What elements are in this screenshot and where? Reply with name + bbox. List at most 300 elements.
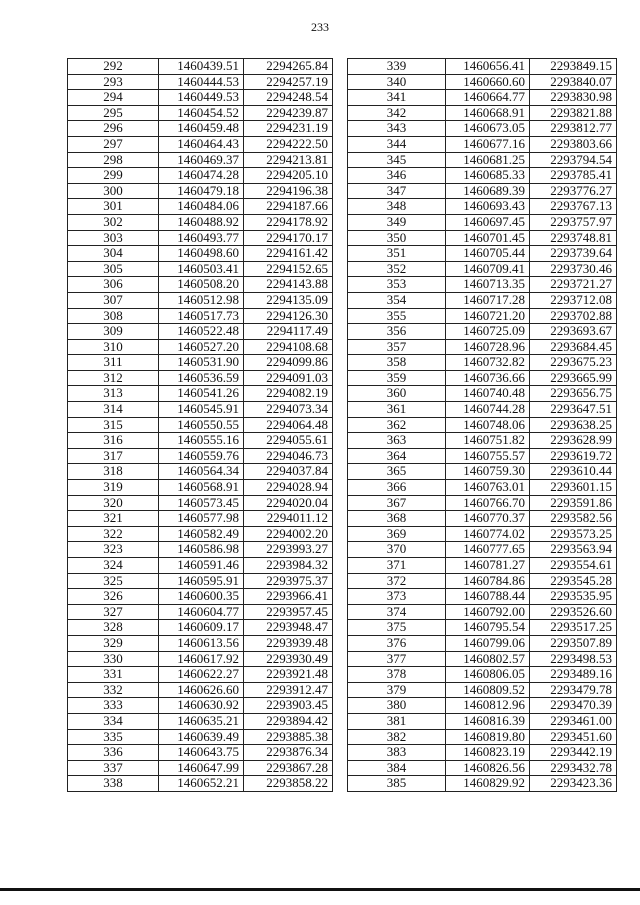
point-number-cell: 299 bbox=[68, 168, 159, 184]
y-coordinate-cell: 2294046.73 bbox=[244, 448, 333, 464]
y-coordinate-cell: 2293885.38 bbox=[244, 729, 333, 745]
x-coordinate-cell: 1460685.33 bbox=[446, 168, 530, 184]
table-row bbox=[68, 168, 333, 184]
x-coordinate-cell: 1460823.19 bbox=[446, 745, 530, 761]
x-coordinate-cell: 1460613.56 bbox=[159, 635, 244, 651]
point-number-cell: 318 bbox=[68, 464, 159, 480]
y-coordinate-cell: 2293610.44 bbox=[530, 464, 617, 480]
point-number-cell: 341 bbox=[348, 90, 446, 106]
y-coordinate-cell: 2294265.84 bbox=[244, 59, 333, 75]
table-row bbox=[348, 448, 617, 464]
y-coordinate-cell: 2293432.78 bbox=[530, 760, 617, 776]
y-coordinate-cell: 2293479.78 bbox=[530, 682, 617, 698]
table-row bbox=[348, 121, 617, 137]
table-row bbox=[348, 573, 617, 589]
x-coordinate-cell: 1460766.70 bbox=[446, 495, 530, 511]
y-coordinate-cell: 2294196.38 bbox=[244, 183, 333, 199]
y-coordinate-cell: 2294037.84 bbox=[244, 464, 333, 480]
table-row bbox=[68, 74, 333, 90]
table-row bbox=[68, 729, 333, 745]
y-coordinate-cell: 2293702.88 bbox=[530, 308, 617, 324]
x-coordinate-cell: 1460464.43 bbox=[159, 136, 244, 152]
x-coordinate-cell: 1460577.98 bbox=[159, 511, 244, 527]
x-coordinate-cell: 1460630.92 bbox=[159, 698, 244, 714]
y-coordinate-cell: 2293442.19 bbox=[530, 745, 617, 761]
table-row bbox=[68, 448, 333, 464]
table-row bbox=[348, 760, 617, 776]
y-coordinate-cell: 2293684.45 bbox=[530, 339, 617, 355]
point-number-cell: 364 bbox=[348, 448, 446, 464]
x-coordinate-cell: 1460531.90 bbox=[159, 355, 244, 371]
point-number-cell: 380 bbox=[348, 698, 446, 714]
y-coordinate-cell: 2293665.99 bbox=[530, 370, 617, 386]
table-row bbox=[348, 745, 617, 761]
point-number-cell: 295 bbox=[68, 105, 159, 121]
y-coordinate-cell: 2293858.22 bbox=[244, 776, 333, 792]
x-coordinate-cell: 1460643.75 bbox=[159, 745, 244, 761]
point-number-cell: 293 bbox=[68, 74, 159, 90]
y-coordinate-cell: 2293776.27 bbox=[530, 183, 617, 199]
y-coordinate-cell: 2293921.48 bbox=[244, 667, 333, 683]
x-coordinate-cell: 1460488.92 bbox=[159, 214, 244, 230]
point-number-cell: 312 bbox=[68, 370, 159, 386]
point-number-cell: 323 bbox=[68, 542, 159, 558]
point-number-cell: 340 bbox=[348, 74, 446, 90]
x-coordinate-cell: 1460660.60 bbox=[446, 74, 530, 90]
y-coordinate-cell: 2293721.27 bbox=[530, 277, 617, 293]
table-row bbox=[68, 682, 333, 698]
y-coordinate-cell: 2293451.60 bbox=[530, 729, 617, 745]
y-coordinate-cell: 2293894.42 bbox=[244, 713, 333, 729]
y-coordinate-cell: 2293573.25 bbox=[530, 526, 617, 542]
y-coordinate-cell: 2293767.13 bbox=[530, 199, 617, 215]
point-number-cell: 346 bbox=[348, 168, 446, 184]
y-coordinate-cell: 2293526.60 bbox=[530, 604, 617, 620]
y-coordinate-cell: 2294257.19 bbox=[244, 74, 333, 90]
y-coordinate-cell: 2293993.27 bbox=[244, 542, 333, 558]
y-coordinate-cell: 2293628.99 bbox=[530, 433, 617, 449]
y-coordinate-cell: 2293930.49 bbox=[244, 651, 333, 667]
y-coordinate-cell: 2294143.88 bbox=[244, 277, 333, 293]
x-coordinate-cell: 1460522.48 bbox=[159, 324, 244, 340]
y-coordinate-cell: 2293794.54 bbox=[530, 152, 617, 168]
x-coordinate-cell: 1460609.17 bbox=[159, 620, 244, 636]
y-coordinate-cell: 2293803.66 bbox=[530, 136, 617, 152]
point-number-cell: 347 bbox=[348, 183, 446, 199]
point-number-cell: 385 bbox=[348, 776, 446, 792]
point-number-cell: 339 bbox=[348, 59, 446, 75]
y-coordinate-cell: 2294170.17 bbox=[244, 230, 333, 246]
table-row bbox=[348, 620, 617, 636]
y-coordinate-cell: 2293545.28 bbox=[530, 573, 617, 589]
table-row bbox=[348, 355, 617, 371]
point-number-cell: 333 bbox=[68, 698, 159, 714]
y-coordinate-cell: 2293867.28 bbox=[244, 760, 333, 776]
table-row bbox=[348, 74, 617, 90]
point-number-cell: 365 bbox=[348, 464, 446, 480]
table-row bbox=[348, 589, 617, 605]
table-row bbox=[348, 152, 617, 168]
table-row bbox=[68, 292, 333, 308]
table-row bbox=[68, 480, 333, 496]
table-row bbox=[348, 511, 617, 527]
x-coordinate-cell: 1460647.99 bbox=[159, 760, 244, 776]
y-coordinate-cell: 2294152.65 bbox=[244, 261, 333, 277]
point-number-cell: 369 bbox=[348, 526, 446, 542]
table-row bbox=[348, 635, 617, 651]
x-coordinate-cell: 1460454.52 bbox=[159, 105, 244, 121]
point-number-cell: 327 bbox=[68, 604, 159, 620]
point-number-cell: 328 bbox=[68, 620, 159, 636]
x-coordinate-cell: 1460759.30 bbox=[446, 464, 530, 480]
y-coordinate-cell: 2294091.03 bbox=[244, 370, 333, 386]
table-row bbox=[348, 667, 617, 683]
point-number-cell: 354 bbox=[348, 292, 446, 308]
table-row bbox=[348, 402, 617, 418]
x-coordinate-cell: 1460545.91 bbox=[159, 402, 244, 418]
y-coordinate-cell: 2293849.15 bbox=[530, 59, 617, 75]
point-number-cell: 359 bbox=[348, 370, 446, 386]
y-coordinate-cell: 2294082.19 bbox=[244, 386, 333, 402]
y-coordinate-cell: 2294161.42 bbox=[244, 246, 333, 262]
x-coordinate-cell: 1460795.54 bbox=[446, 620, 530, 636]
y-coordinate-cell: 2293984.32 bbox=[244, 558, 333, 574]
x-coordinate-cell: 1460617.92 bbox=[159, 651, 244, 667]
y-coordinate-cell: 2293582.56 bbox=[530, 511, 617, 527]
table-row bbox=[68, 698, 333, 714]
table-row bbox=[348, 308, 617, 324]
y-coordinate-cell: 2293757.97 bbox=[530, 214, 617, 230]
y-coordinate-cell: 2293470.39 bbox=[530, 698, 617, 714]
x-coordinate-cell: 1460763.01 bbox=[446, 480, 530, 496]
x-coordinate-cell: 1460600.35 bbox=[159, 589, 244, 605]
point-number-cell: 370 bbox=[348, 542, 446, 558]
point-number-cell: 343 bbox=[348, 121, 446, 137]
point-number-cell: 305 bbox=[68, 261, 159, 277]
point-number-cell: 301 bbox=[68, 199, 159, 215]
point-number-cell: 377 bbox=[348, 651, 446, 667]
table-row bbox=[68, 417, 333, 433]
table-row bbox=[348, 542, 617, 558]
y-coordinate-cell: 2293591.86 bbox=[530, 495, 617, 511]
point-number-cell: 337 bbox=[68, 760, 159, 776]
table-row bbox=[68, 152, 333, 168]
table-row bbox=[348, 105, 617, 121]
table-row bbox=[68, 651, 333, 667]
point-number-cell: 330 bbox=[68, 651, 159, 667]
table-row bbox=[68, 464, 333, 480]
x-coordinate-cell: 1460717.28 bbox=[446, 292, 530, 308]
point-number-cell: 381 bbox=[348, 713, 446, 729]
point-number-cell: 373 bbox=[348, 589, 446, 605]
point-number-cell: 374 bbox=[348, 604, 446, 620]
y-coordinate-cell: 2293638.25 bbox=[530, 417, 617, 433]
point-number-cell: 325 bbox=[68, 573, 159, 589]
table-row bbox=[348, 464, 617, 480]
x-coordinate-cell: 1460595.91 bbox=[159, 573, 244, 589]
y-coordinate-cell: 2293423.36 bbox=[530, 776, 617, 792]
x-coordinate-cell: 1460802.57 bbox=[446, 651, 530, 667]
table-row bbox=[68, 261, 333, 277]
table-row bbox=[348, 339, 617, 355]
x-coordinate-cell: 1460799.06 bbox=[446, 635, 530, 651]
x-coordinate-cell: 1460744.28 bbox=[446, 402, 530, 418]
table-row bbox=[348, 526, 617, 542]
point-number-cell: 292 bbox=[68, 59, 159, 75]
y-coordinate-cell: 2293948.47 bbox=[244, 620, 333, 636]
point-number-cell: 366 bbox=[348, 480, 446, 496]
x-coordinate-cell: 1460732.82 bbox=[446, 355, 530, 371]
x-coordinate-cell: 1460444.53 bbox=[159, 74, 244, 90]
table-row bbox=[348, 59, 617, 75]
table-row bbox=[68, 355, 333, 371]
table-row bbox=[68, 121, 333, 137]
y-coordinate-cell: 2293957.45 bbox=[244, 604, 333, 620]
table-row bbox=[68, 495, 333, 511]
x-coordinate-cell: 1460639.49 bbox=[159, 729, 244, 745]
table-row bbox=[68, 745, 333, 761]
x-coordinate-cell: 1460725.09 bbox=[446, 324, 530, 340]
y-coordinate-cell: 2293730.46 bbox=[530, 261, 617, 277]
x-coordinate-cell: 1460555.16 bbox=[159, 433, 244, 449]
table-row bbox=[68, 183, 333, 199]
point-number-cell: 332 bbox=[68, 682, 159, 698]
table-row bbox=[68, 589, 333, 605]
point-number-cell: 375 bbox=[348, 620, 446, 636]
x-coordinate-cell: 1460652.21 bbox=[159, 776, 244, 792]
y-coordinate-cell: 2294099.86 bbox=[244, 355, 333, 371]
table-row bbox=[348, 604, 617, 620]
point-number-cell: 314 bbox=[68, 402, 159, 418]
table-row bbox=[68, 667, 333, 683]
point-number-cell: 360 bbox=[348, 386, 446, 402]
point-number-cell: 383 bbox=[348, 745, 446, 761]
point-number-cell: 361 bbox=[348, 402, 446, 418]
point-number-cell: 321 bbox=[68, 511, 159, 527]
x-coordinate-cell: 1460512.98 bbox=[159, 292, 244, 308]
point-number-cell: 307 bbox=[68, 292, 159, 308]
point-number-cell: 363 bbox=[348, 433, 446, 449]
x-coordinate-cell: 1460809.52 bbox=[446, 682, 530, 698]
table-row bbox=[68, 511, 333, 527]
point-number-cell: 338 bbox=[68, 776, 159, 792]
point-number-cell: 304 bbox=[68, 246, 159, 262]
table-row bbox=[68, 542, 333, 558]
point-number-cell: 317 bbox=[68, 448, 159, 464]
y-coordinate-cell: 2294231.19 bbox=[244, 121, 333, 137]
table-row bbox=[348, 136, 617, 152]
y-coordinate-cell: 2294178.92 bbox=[244, 214, 333, 230]
table-row bbox=[68, 402, 333, 418]
coordinate-table-left bbox=[67, 58, 333, 792]
y-coordinate-cell: 2294108.68 bbox=[244, 339, 333, 355]
point-number-cell: 320 bbox=[68, 495, 159, 511]
table-row bbox=[68, 339, 333, 355]
y-coordinate-cell: 2293912.47 bbox=[244, 682, 333, 698]
table-row bbox=[68, 324, 333, 340]
x-coordinate-cell: 1460709.41 bbox=[446, 261, 530, 277]
x-coordinate-cell: 1460479.18 bbox=[159, 183, 244, 199]
x-coordinate-cell: 1460681.25 bbox=[446, 152, 530, 168]
x-coordinate-cell: 1460816.39 bbox=[446, 713, 530, 729]
table-row bbox=[68, 199, 333, 215]
y-coordinate-cell: 2293489.16 bbox=[530, 667, 617, 683]
point-number-cell: 302 bbox=[68, 214, 159, 230]
table-row bbox=[348, 729, 617, 745]
x-coordinate-cell: 1460664.77 bbox=[446, 90, 530, 106]
y-coordinate-cell: 2294002.20 bbox=[244, 526, 333, 542]
y-coordinate-cell: 2294028.94 bbox=[244, 480, 333, 496]
x-coordinate-cell: 1460713.35 bbox=[446, 277, 530, 293]
y-coordinate-cell: 2294248.54 bbox=[244, 90, 333, 106]
x-coordinate-cell: 1460774.02 bbox=[446, 526, 530, 542]
x-coordinate-cell: 1460784.86 bbox=[446, 573, 530, 589]
table-row bbox=[68, 760, 333, 776]
y-coordinate-cell: 2293535.95 bbox=[530, 589, 617, 605]
point-number-cell: 358 bbox=[348, 355, 446, 371]
x-coordinate-cell: 1460573.45 bbox=[159, 495, 244, 511]
x-coordinate-cell: 1460751.82 bbox=[446, 433, 530, 449]
table-row bbox=[68, 105, 333, 121]
x-coordinate-cell: 1460705.44 bbox=[446, 246, 530, 262]
point-number-cell: 297 bbox=[68, 136, 159, 152]
table-row bbox=[68, 713, 333, 729]
y-coordinate-cell: 2293903.45 bbox=[244, 698, 333, 714]
point-number-cell: 371 bbox=[348, 558, 446, 574]
y-coordinate-cell: 2293461.00 bbox=[530, 713, 617, 729]
x-coordinate-cell: 1460503.41 bbox=[159, 261, 244, 277]
table-row bbox=[348, 682, 617, 698]
point-number-cell: 308 bbox=[68, 308, 159, 324]
table-row bbox=[68, 230, 333, 246]
y-coordinate-cell: 2293739.64 bbox=[530, 246, 617, 262]
table-row bbox=[68, 277, 333, 293]
x-coordinate-cell: 1460777.65 bbox=[446, 542, 530, 558]
table-row bbox=[348, 324, 617, 340]
x-coordinate-cell: 1460586.98 bbox=[159, 542, 244, 558]
table-row bbox=[68, 214, 333, 230]
x-coordinate-cell: 1460770.37 bbox=[446, 511, 530, 527]
point-number-cell: 326 bbox=[68, 589, 159, 605]
y-coordinate-cell: 2294222.50 bbox=[244, 136, 333, 152]
table-row bbox=[68, 136, 333, 152]
point-number-cell: 382 bbox=[348, 729, 446, 745]
y-coordinate-cell: 2293939.48 bbox=[244, 635, 333, 651]
y-coordinate-cell: 2294064.48 bbox=[244, 417, 333, 433]
table-row bbox=[348, 370, 617, 386]
table-row bbox=[348, 713, 617, 729]
x-coordinate-cell: 1460564.34 bbox=[159, 464, 244, 480]
table-row bbox=[348, 386, 617, 402]
x-coordinate-cell: 1460469.37 bbox=[159, 152, 244, 168]
y-coordinate-cell: 2294073.34 bbox=[244, 402, 333, 418]
x-coordinate-cell: 1460721.20 bbox=[446, 308, 530, 324]
bottom-rule bbox=[0, 888, 640, 891]
x-coordinate-cell: 1460677.16 bbox=[446, 136, 530, 152]
table-row bbox=[348, 558, 617, 574]
x-coordinate-cell: 1460474.28 bbox=[159, 168, 244, 184]
table-row bbox=[68, 776, 333, 792]
point-number-cell: 336 bbox=[68, 745, 159, 761]
table-row bbox=[68, 370, 333, 386]
point-number-cell: 378 bbox=[348, 667, 446, 683]
point-number-cell: 310 bbox=[68, 339, 159, 355]
y-coordinate-cell: 2293812.77 bbox=[530, 121, 617, 137]
table-row bbox=[68, 526, 333, 542]
x-coordinate-cell: 1460812.96 bbox=[446, 698, 530, 714]
table-row bbox=[348, 183, 617, 199]
x-coordinate-cell: 1460781.27 bbox=[446, 558, 530, 574]
point-number-cell: 344 bbox=[348, 136, 446, 152]
x-coordinate-cell: 1460626.60 bbox=[159, 682, 244, 698]
y-coordinate-cell: 2294126.30 bbox=[244, 308, 333, 324]
x-coordinate-cell: 1460550.55 bbox=[159, 417, 244, 433]
y-coordinate-cell: 2293821.88 bbox=[530, 105, 617, 121]
table-row bbox=[348, 698, 617, 714]
table-row bbox=[68, 620, 333, 636]
x-coordinate-cell: 1460484.06 bbox=[159, 199, 244, 215]
x-coordinate-cell: 1460459.48 bbox=[159, 121, 244, 137]
y-coordinate-cell: 2293601.15 bbox=[530, 480, 617, 496]
x-coordinate-cell: 1460622.27 bbox=[159, 667, 244, 683]
point-number-cell: 300 bbox=[68, 183, 159, 199]
table-row bbox=[348, 168, 617, 184]
y-coordinate-cell: 2293656.75 bbox=[530, 386, 617, 402]
x-coordinate-cell: 1460701.45 bbox=[446, 230, 530, 246]
y-coordinate-cell: 2294055.61 bbox=[244, 433, 333, 449]
y-coordinate-cell: 2294213.81 bbox=[244, 152, 333, 168]
x-coordinate-cell: 1460508.20 bbox=[159, 277, 244, 293]
point-number-cell: 298 bbox=[68, 152, 159, 168]
x-coordinate-cell: 1460748.06 bbox=[446, 417, 530, 433]
y-coordinate-cell: 2294117.49 bbox=[244, 324, 333, 340]
point-number-cell: 367 bbox=[348, 495, 446, 511]
x-coordinate-cell: 1460826.56 bbox=[446, 760, 530, 776]
x-coordinate-cell: 1460517.73 bbox=[159, 308, 244, 324]
x-coordinate-cell: 1460673.05 bbox=[446, 121, 530, 137]
table-row bbox=[68, 433, 333, 449]
point-number-cell: 319 bbox=[68, 480, 159, 496]
point-number-cell: 379 bbox=[348, 682, 446, 698]
point-number-cell: 351 bbox=[348, 246, 446, 262]
x-coordinate-cell: 1460792.00 bbox=[446, 604, 530, 620]
y-coordinate-cell: 2293840.07 bbox=[530, 74, 617, 90]
x-coordinate-cell: 1460527.20 bbox=[159, 339, 244, 355]
table-row bbox=[68, 386, 333, 402]
point-number-cell: 384 bbox=[348, 760, 446, 776]
table-row bbox=[348, 433, 617, 449]
point-number-cell: 324 bbox=[68, 558, 159, 574]
point-number-cell: 294 bbox=[68, 90, 159, 106]
x-coordinate-cell: 1460829.92 bbox=[446, 776, 530, 792]
point-number-cell: 303 bbox=[68, 230, 159, 246]
table-row bbox=[348, 246, 617, 262]
table-row bbox=[68, 604, 333, 620]
table-row bbox=[348, 480, 617, 496]
point-number-cell: 357 bbox=[348, 339, 446, 355]
y-coordinate-cell: 2293830.98 bbox=[530, 90, 617, 106]
point-number-cell: 350 bbox=[348, 230, 446, 246]
x-coordinate-cell: 1460819.80 bbox=[446, 729, 530, 745]
y-coordinate-cell: 2294020.04 bbox=[244, 495, 333, 511]
point-number-cell: 311 bbox=[68, 355, 159, 371]
y-coordinate-cell: 2293785.41 bbox=[530, 168, 617, 184]
point-number-cell: 368 bbox=[348, 511, 446, 527]
x-coordinate-cell: 1460498.60 bbox=[159, 246, 244, 262]
point-number-cell: 345 bbox=[348, 152, 446, 168]
y-coordinate-cell: 2293975.37 bbox=[244, 573, 333, 589]
point-number-cell: 355 bbox=[348, 308, 446, 324]
